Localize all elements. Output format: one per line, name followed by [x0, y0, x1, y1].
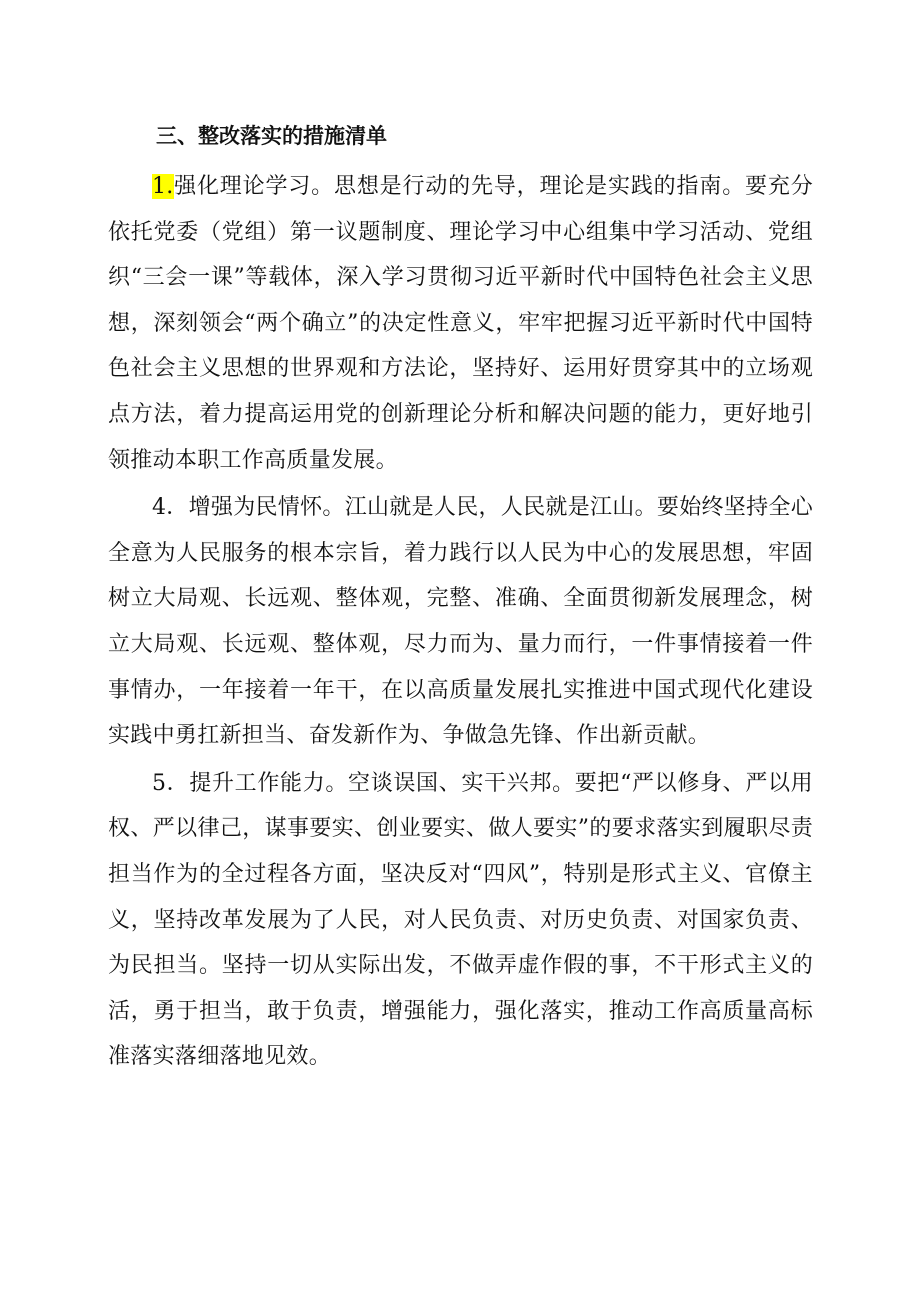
paragraph-text: 强化理论学习。思想是行动的先导，理论是实践的指南。要充分依托党委（党组）第一议题制度、理论学习中心组集中学习活动、党组织“三会一课”等载体，深入学习贯彻习近平新时代中国特色社会主义思想，深刻领会“两个确立”的决定性意义，牢牢把握习近平新时代中国特色社会主义思想的世界观和方法论，坚持好、运用好贯穿其中的立场观点方法，着力提高运用党的创新理论分析和解决问题的能力，更好地引领推动本职工作高质量发展。 — [108, 174, 813, 473]
item-number-highlighted: 1. — [152, 174, 174, 199]
item-number: 5． — [152, 770, 190, 796]
paragraph-1 — [108, 164, 813, 483]
paragraph-text: 提升工作能力。空谈误国、实干兴邦。要把“严以修身、严以用权、严以律己，谋事要实、创业要实、做人要实”的要求落实到履职尽责担当作为的全过程各方面，坚决反对“四风”，特别是形式主义、官僚主义，坚持改革发展为了人民，对人民负责、对历史负责、对国家负责、为民担当。坚持一切从实际出发，不做弄虚作假的事，不干形式主义的活，勇于担当，敢于负责，增强能力，强化落实，推动工作高质量高标准落实落细落地见效。 — [108, 770, 813, 1070]
paragraph-5 — [108, 761, 813, 1080]
paragraph-4 — [108, 485, 813, 759]
item-number: 4． — [152, 495, 189, 521]
document-body — [108, 118, 813, 1080]
paragraph-text: 增强为民情怀。江山就是人民，人民就是江山。要始终坚持全心全意为人民服务的根本宗旨，着力践行以人民为中心的发展思想，牢固树立大局观、长远观、整体观，完整、准确、全面贯彻新发展理念，树立大局观、长远观、整体观，尽力而为、量力而行，一件事情接着一件事情办，一年接着一年干，在以高质量发展扎实推进中国式现代化建设实践中勇扛新担当、奋发新作为、争做急先锋、作出新贡献。 — [108, 495, 814, 749]
section-heading: 三、整改落实的措施清单 — [156, 124, 387, 148]
